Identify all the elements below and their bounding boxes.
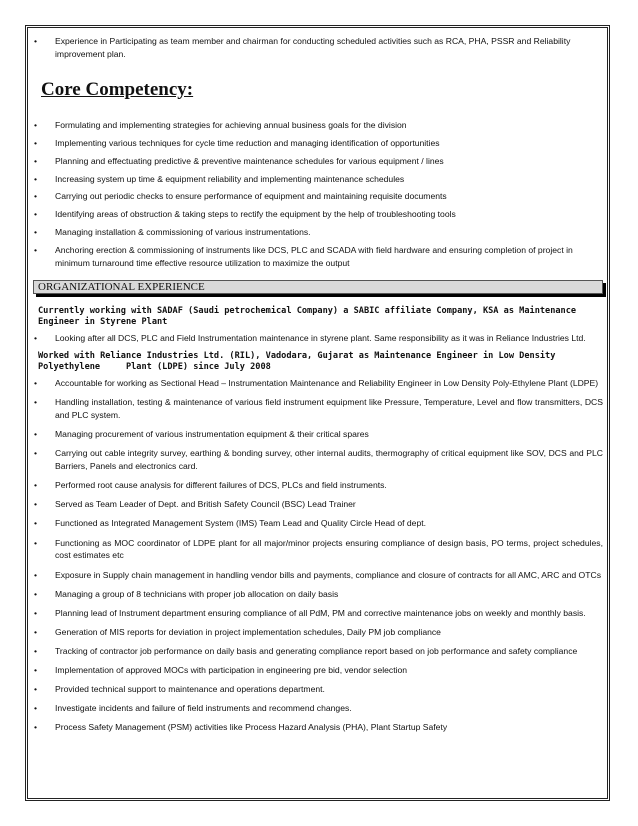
intro-list: [33, 35, 603, 61]
list-item: • Performed root cause analysis for different failures of DCS, PLCs and field instruments.: [34, 480, 387, 491]
list-item: • Implementation of approved MOCs with participation in engineering pre bid, vendor selection: [34, 665, 408, 675]
core-competency-list: [33, 119, 603, 270]
list-item: • Carrying out cable integrity survey, earthing & bonding survey, other internal audits, thermography of critical equipment like SOV, DCS and PLC Barriers, Panels and electronics card.: [34, 448, 603, 472]
list-item: • Investigate incidents and failure of field instruments and recommend changes.: [34, 703, 352, 714]
list-item: • Looking after all DCS, PLC and Field Instrumentation maintenance in styrene plant. Same responsibility as it was in Reliance Industries Ltd.: [34, 332, 586, 343]
list-item: • Formulating and implementing strategies for achieving annual business goals for the division: [34, 119, 407, 130]
list-item: • Managing a group of 8 technicians with proper job allocation on daily basis: [34, 588, 339, 599]
list-item: • Implementing various techniques for cycle time reduction and managing identification of opportunities: [34, 137, 440, 148]
list-item: • Managing installation & commissioning of various instrumentations.: [34, 227, 311, 238]
job-title-line: Worked with Reliance Industries Ltd. (RIL), Vadodara, Gujarat as Maintenance Engineer in Low Density: [38, 351, 556, 362]
job-title-reliance: [38, 351, 603, 373]
job-title-line: Polyethylene Plant (LDPE) since July 2008: [38, 362, 271, 373]
list-item: • Accountable for working as Sectional Head – Instrumentation Maintenance and Reliability Engineer in Low Density Poly-Ethylene Plant (LDPE): [34, 378, 599, 389]
list-item: • Served as Team Leader of Dept. and British Safety Council (BSC) Lead Trainer: [34, 499, 356, 510]
list-item: • Handling installation, testing & maintenance of various field instrument equipment like Pressure, Temperature, Level and flow transmitters, DCS and PLC system.: [34, 397, 603, 421]
core-competency-heading: Core Competency:: [41, 78, 194, 100]
list-item: • Provided technical support to maintenance and operations department.: [34, 684, 325, 695]
list-item: • Tracking of contractor job performance on daily basis and generating compliance report based on job performance and safety compliance: [34, 645, 578, 656]
job-title-sadaf: Currently working with SADAF (Saudi petrochemical Company) a SABIC affiliate Company, KSA as Maintenance Engineer in Styrene Plant: [38, 305, 577, 327]
section-header-organizational-experience: [33, 280, 603, 296]
job-reliance-list: [33, 377, 603, 734]
resume-page: [33, 35, 603, 740]
list-item: • Process Safety Management (PSM) activities like Process Hazard Analysis (PHA), Plant Startup Safety: [34, 722, 448, 733]
list-item: • Functioning as MOC coordinator of LDPE plant for all major/minor projects ensuring compliance of design basis, PO terms, project schedules, cost estimates etc: [34, 537, 603, 561]
section-header-label: ORGANIZATIONAL EXPERIENCE: [33, 280, 603, 294]
list-item: • Increasing system up time & equipment reliability and implementing maintenance schedules: [34, 173, 405, 184]
list-item: • Planning and effectuating predictive & preventive maintenance schedules for various equipment / lines: [34, 155, 444, 166]
list-item: • Functioned as Integrated Management System (IMS) Team Lead and Quality Circle Head of dept.: [34, 518, 426, 529]
list-item: • Managing procurement of various instrumentation equipment & their critical spares: [34, 429, 369, 440]
list-item: • Carrying out periodic checks to ensure performance of equipment and maintaining requisite documents: [34, 191, 447, 202]
list-item: • Anchoring erection & commissioning of instruments like DCS, PLC and SCADA with field hardware and ensuring completion of project in minimum turnaround time effective resource utilization to maximize the output: [34, 245, 573, 269]
job-sadaf-list: [33, 332, 603, 345]
list-item: • Exposure in Supply chain management in handling vendor bills and payments, compliance and closure of contracts for all AMC, ARC and OTCs: [34, 569, 601, 580]
list-item: • Planning lead of Instrument department ensuring compliance of all PdM, PM and corrective maintenance jobs on weekly and monthly basis.: [34, 607, 586, 618]
list-item: • Generation of MIS reports for deviation in project implementation schedules, Daily PM job compliance: [34, 626, 441, 637]
list-item: • Experience in Participating as team member and chairman for conducting scheduled activities such as RCA, PHA, PSSR and Reliability improvement plan.: [34, 36, 571, 59]
list-item: • Identifying areas of obstruction & taking steps to rectify the equipment by the help of troubleshooting tools: [34, 209, 456, 220]
